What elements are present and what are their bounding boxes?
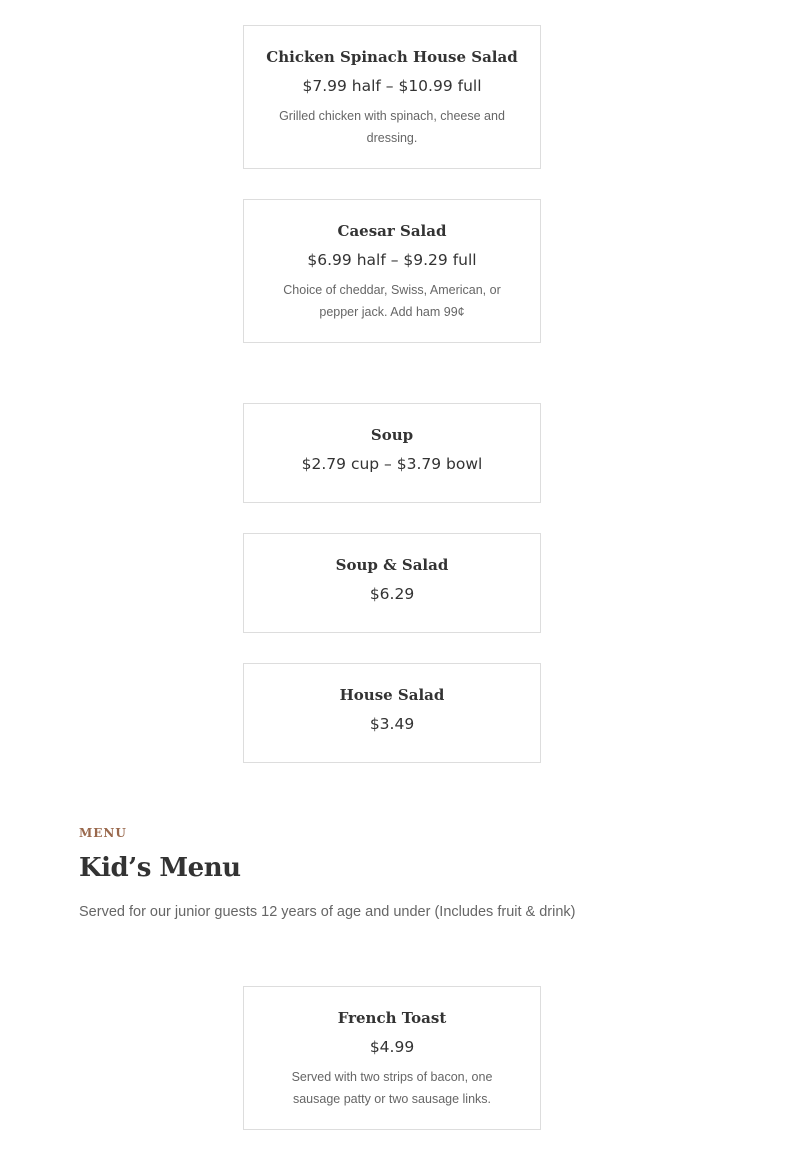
menu-item-price: $6.29	[369, 585, 415, 603]
menu-item-price: $2.79 cup – $3.79 bowl	[301, 455, 483, 473]
section-eyebrow: MENU	[79, 826, 127, 840]
menu-item-card	[243, 533, 541, 633]
section-title: Kid’s Menu	[79, 853, 241, 883]
menu-item-card	[243, 663, 541, 763]
menu-item-price: $3.49	[369, 715, 415, 733]
menu-item-price: $4.99	[369, 1038, 415, 1056]
menu-item-card	[243, 403, 541, 503]
section-subtitle: Served for our junior guests 12 years of age and under (Includes fruit & drink)	[79, 904, 576, 920]
menu-item-name: Soup	[370, 426, 414, 444]
menu-item-card	[243, 25, 541, 169]
menu-item-name: Chicken Spinach House Salad	[266, 48, 518, 66]
menu-item-price: $6.99 half – $9.29 full	[307, 251, 477, 269]
menu-item-name: House Salad	[339, 686, 445, 704]
menu-item-name: Soup & Salad	[335, 556, 449, 574]
menu-item-description: Choice of cheddar, Swiss, American, or pepper jack. Add ham 99¢	[283, 283, 501, 319]
menu-item-price: $7.99 half – $10.99 full	[302, 77, 482, 95]
menu-item-name: Caesar Salad	[337, 222, 447, 240]
menu-item-card	[243, 199, 541, 343]
menu-item-card	[243, 986, 541, 1130]
menu-item-description: Grilled chicken with spinach, cheese and dressing.	[279, 109, 505, 145]
menu-item-name: French Toast	[337, 1009, 447, 1027]
menu-item-description: Served with two strips of bacon, one sausage patty or two sausage links.	[291, 1070, 493, 1106]
